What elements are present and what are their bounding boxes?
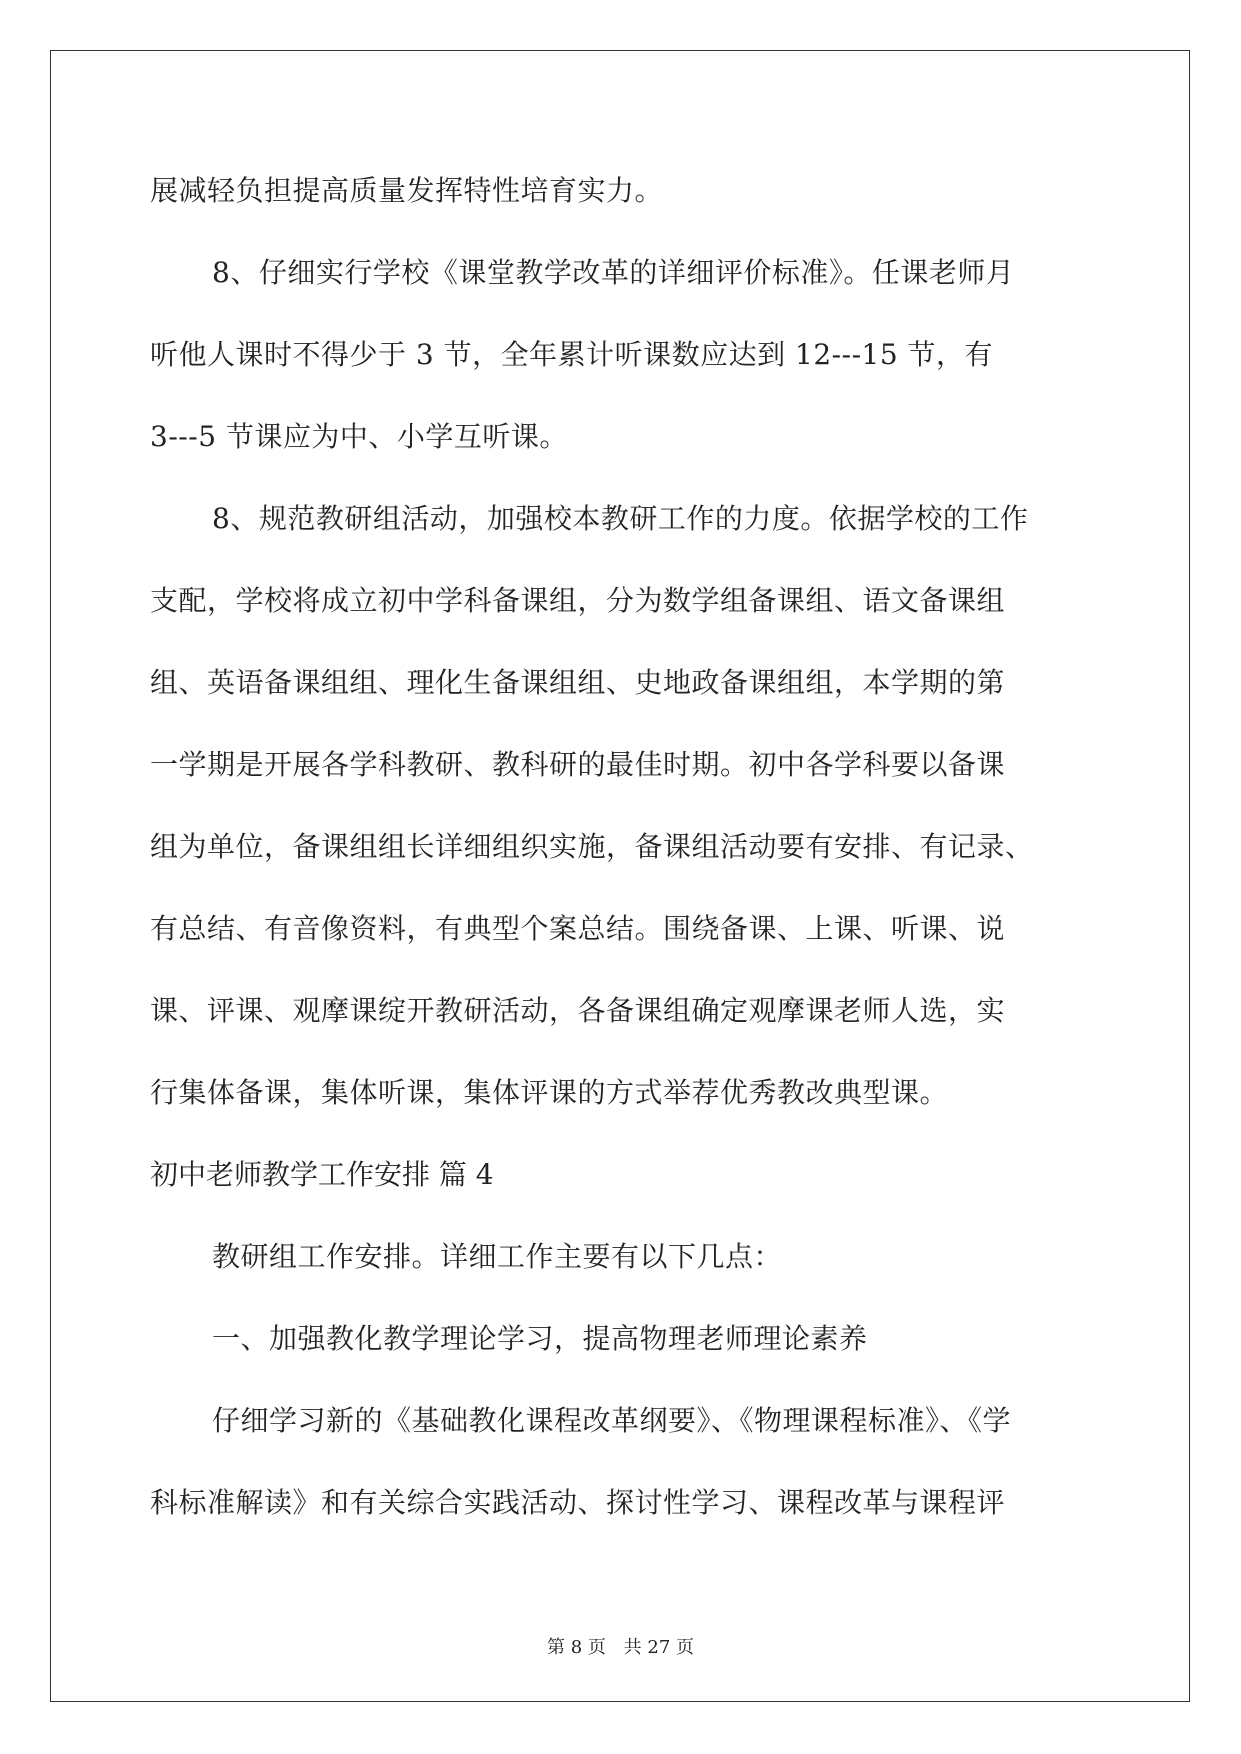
- paragraph-line: 3---5 节课应为中、小学互听课。: [150, 420, 568, 453]
- paragraph-line: 课、评课、观摩课绽开教研活动，各备课组确定观摩课老师人选，实: [150, 994, 1006, 1027]
- paragraph-line: 有总结、有音像资料，有典型个案总结。围绕备课、上课、听课、说: [150, 912, 1006, 945]
- paragraph-line: 组为单位，备课组组长详细组织实施，备课组活动要有安排、有记录、: [150, 830, 1034, 863]
- paragraph-line: 支配，学校将成立初中学科备课组，分为数学组备课组、语文备课组: [150, 584, 1006, 617]
- paragraph-line: 行集体备课，集体听课，集体评课的方式举荐优秀教改典型课。: [150, 1076, 949, 1109]
- paragraph-line: 仔细学习新的《基础教化课程改革纲要》、《物理课程标准》、《学: [212, 1404, 1012, 1437]
- paragraph-line: 组、英语备课组组、理化生备课组组、史地政备课组组，本学期的第: [150, 666, 1006, 699]
- paragraph-line: 一、加强教化教学理论学习，提高物理老师理论素养: [212, 1322, 868, 1355]
- page-total: 共 27 页: [623, 1637, 694, 1658]
- section-heading: 初中老师教学工作安排 篇 4: [150, 1158, 494, 1191]
- document-body: [150, 150, 1090, 1544]
- paragraph-line: 展减轻负担提高质量发挥特性培育实力。: [150, 174, 664, 207]
- paragraph-line: 听他人课时不得少于 3 节，全年累计听课数应达到 12---15 节，有: [150, 338, 994, 371]
- paragraph-line: 科标准解读》和有关综合实践活动、探讨性学习、课程改革与课程评: [150, 1486, 1006, 1519]
- page-footer: [0, 1633, 1241, 1659]
- paragraph-line: 教研组工作安排。详细工作主要有以下几点：: [212, 1240, 783, 1273]
- paragraph-line: 8、规范教研组活动，加强校本教研工作的力度。依据学校的工作: [212, 502, 1029, 535]
- paragraph-line: 8、仔细实行学校《课堂教学改革的详细评价标准》。任课老师月: [212, 256, 1015, 289]
- page-number: 第 8 页: [547, 1637, 606, 1658]
- paragraph-line: 一学期是开展各学科教研、教科研的最佳时期。初中各学科要以备课: [150, 748, 1006, 781]
